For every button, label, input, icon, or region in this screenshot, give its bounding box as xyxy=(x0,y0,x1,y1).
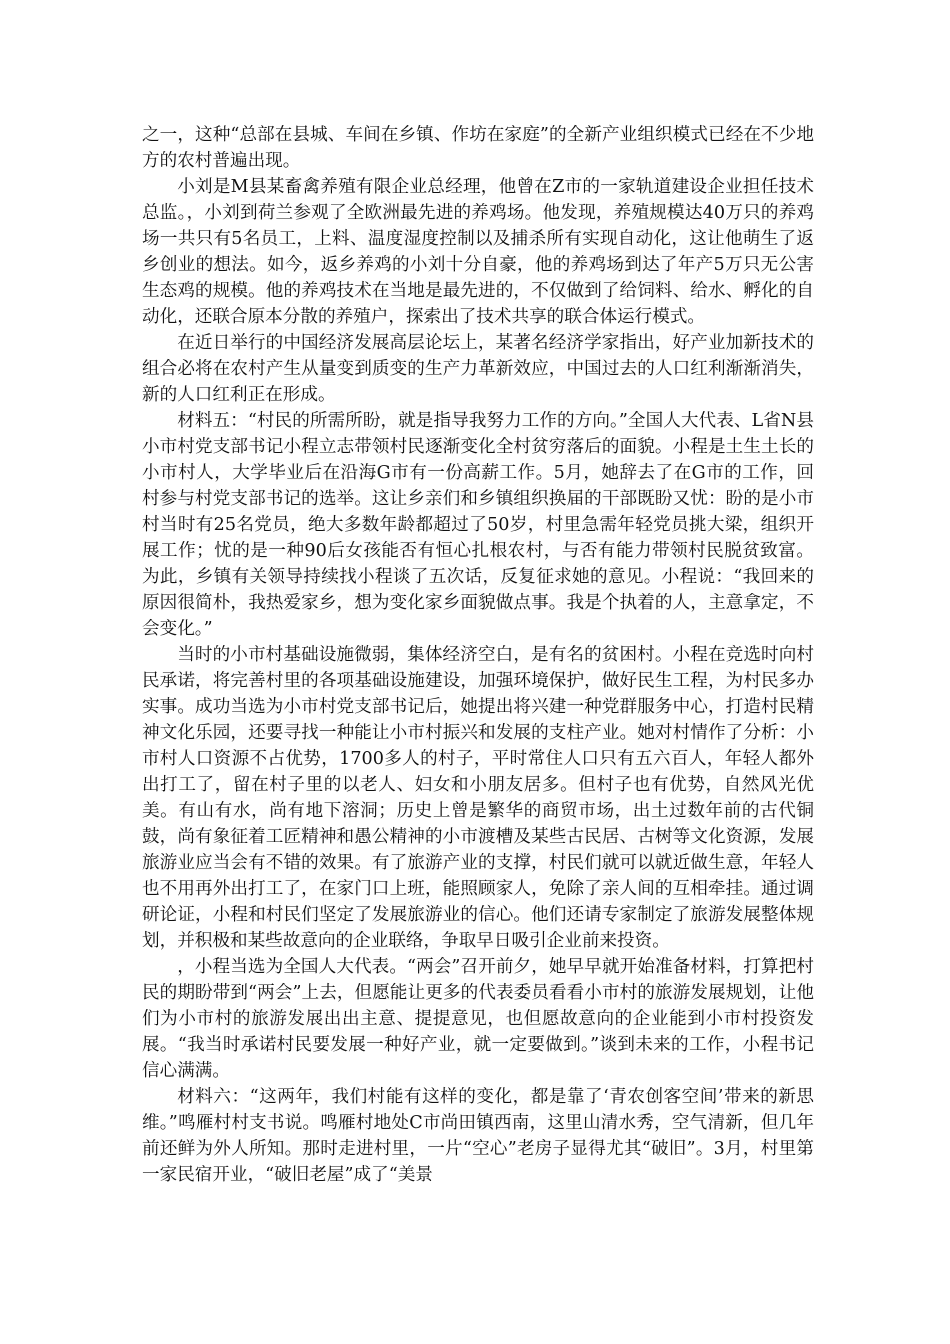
paragraph-4: 材料五：“村民的所需所盼，就是指导我努力工作的方向。”全国人大代表、L省N县小市村党支部书记小程立志带领村民逐渐变化全村贫穷落后的面貌。小程是土生土长的小市村人，大学毕业后在沿海G市有一份高薪工作。5月，她辞去了在G市的工作，回村参与村党支部书记的选举。这让乡亲们和乡镇组织换届的干部既盼又忧：盼的是小市村当时有25名党员，绝大多数年龄都超过了50岁，村里急需年轻党员挑大梁，组织开展工作；忧的是一种90后女孩能否有恒心扎根农村，与否有能力带领村民脱贫致富。为此，乡镇有关领导持续找小程谈了五次话，反复征求她的意见。小程说：“我回来的原因很简朴，我热爱家乡，想为变化家乡面貌做点事。我是个执着的人，主意拿定，不会变化。” xyxy=(142,411,814,639)
paragraph-6: ，小程当选为全国人大代表。“两会”召开前夕，她早早就开始准备材料，打算把村民的期盼带到“两会”上去，但愿能让更多的代表委员看看小市村的旅游发展规划，让他们为小市村的旅游发展出出主意、提提意见，也但愿故意向的企业能到小市村投资发展。“我当时承诺村民要发展一种好产业，就一定要做到。”谈到未来的工作，小程书记信心满满。 xyxy=(142,957,814,1081)
paragraph-2: 小刘是M县某畜禽养殖有限企业总经理，他曾在Z市的一家轨道建设企业担任技术总监。，小刘到荷兰参观了全欧洲最先进的养鸡场。他发现，养殖规模达40万只的养鸡场一共只有5名员工，上料、温度湿度控制以及捕杀所有实现自动化，这让他萌生了返乡创业的想法。如今，返乡养鸡的小刘十分自豪，他的养鸡场到达了年产5万只无公害生态鸡的规模。他的养鸡技术在当地是最先进的，不仅做到了给饲料、给水、孵化的自动化，还联合原本分散的养殖户，探索出了技术共享的联合体运行模式。 xyxy=(142,177,814,327)
paragraph-7: 材料六：“这两年，我们村能有这样的变化，都是靠了‘青农创客空间’带来的新思维。”鸣雁村村支书说。鸣雁村地处C市尚田镇西南，这里山清水秀，空气清新，但几年前还鲜为外人所知。那时走进村里，一片“空心”老房子显得尤其“破旧”。3月，村里第一家民宿开业，“破旧老屋”成了“美景 xyxy=(142,1087,814,1185)
paragraph-3: 在近日举行的中国经济发展高层论坛上，某著名经济学家指出，好产业加新技术的组合必将在农村产生从量变到质变的生产力革新效应，中国过去的人口红利渐渐消失，新的人口红利正在形成。 xyxy=(142,333,814,405)
paragraph-1: 之一，这种“总部在县城、车间在乡镇、作坊在家庭”的全新产业组织模式已经在不少地方的农村普遍出现。 xyxy=(142,125,814,171)
paragraph-5: 当时的小市村基础设施微弱，集体经济空白，是有名的贫困村。小程在竞选时向村民承诺，将完善村里的各项基础设施建设，加强环境保护，做好民生工程，为村民多办实事。成功当选为小市村党支部书记后，她提出将兴建一种党群服务中心，打造村民精神文化乐园，还要寻找一种能让小市村振兴和发展的支柱产业。她对村情作了分析：小市村人口资源不占优势，1700多人的村子，平时常住人口只有五六百人，年轻人都外出打工了，留在村子里的以老人、妇女和小朋友居多。但村子也有优势，自然风光优美。有山有水，尚有地下溶洞；历史上曾是繁华的商贸市场，出土过数年前的古代铜鼓，尚有象征着工匠精神和愚公精神的小市渡槽及某些古民居、古树等文化资源，发展旅游业应当会有不错的效果。有了旅游产业的支撑，村民们就可以就近做生意，年轻人也不用再外出打工了，在家门口上班，能照顾家人，免除了亲人间的互相牵挂。通过调研论证，小程和村民们坚定了发展旅游业的信心。他们还请专家制定了旅游发展整体规划，并积极和某些故意向的企业联络，争取早日吸引企业前来投资。 xyxy=(142,645,814,951)
document-page xyxy=(142,122,814,1188)
